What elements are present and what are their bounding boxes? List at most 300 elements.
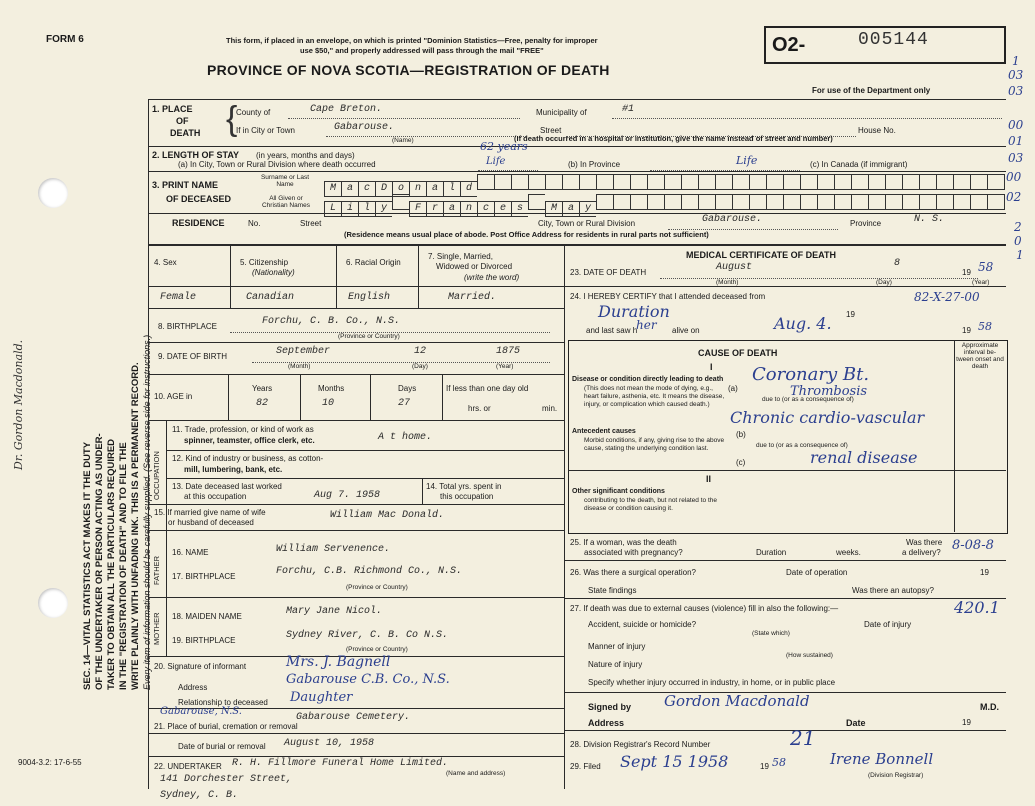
name-letter-box (545, 174, 562, 190)
burial-place-label: 21. Place of burial, cremation or removal (154, 722, 298, 731)
municipality-label: Municipality of (536, 108, 587, 117)
rule (148, 308, 564, 309)
name-letter-box (970, 174, 987, 190)
name-letter-box (919, 194, 936, 210)
alive-year[interactable]: 58 (978, 320, 992, 333)
city-town-value[interactable]: Gabarouse. (334, 122, 395, 133)
industry-label-2: mill, lumbering, bank, etc. (184, 465, 283, 474)
margin-code: 0 (1014, 234, 1022, 248)
specify-label: Specify whether injury occurred in industry, in home, or in public place (588, 678, 836, 687)
mail-notice-1: This form, if placed in an envelope, on which is printed "Dominion Statistics—Free, penalty for improper (226, 36, 598, 45)
name-hint: (Name) (392, 137, 414, 144)
name-letter-box (613, 174, 630, 190)
rule (148, 99, 1006, 100)
citizenship-label: 5. Citizenship (240, 258, 289, 267)
name-letter-box: d (460, 181, 477, 197)
record-number-label: 28. Division Registrar's Record Number (570, 740, 711, 749)
pregnancy-label: 25. If a woman, was the death (570, 538, 677, 547)
rule (148, 342, 564, 343)
name-letter-box (919, 174, 936, 190)
name-letter-box (851, 174, 868, 190)
death-year-prefix: 19 (962, 268, 971, 277)
death-day[interactable]: 8 (894, 258, 901, 269)
residence-label: RESIDENCE (172, 218, 225, 228)
name-letter-box (749, 194, 766, 210)
undertaker-street[interactable]: 141 Dorchester Street, (160, 774, 293, 785)
manner-label: Manner of injury (588, 642, 646, 651)
county-label: County of (236, 108, 271, 117)
name-letter-box (834, 174, 851, 190)
father-birthplace-label: 17. BIRTHPLACE (172, 572, 236, 581)
rule (300, 374, 301, 420)
undertaker-hint: (Name and address) (446, 770, 506, 777)
delivery-label: Was there (906, 538, 943, 547)
department-use-label: For use of the Department only (812, 86, 931, 95)
other-significant-note: contributing to the death, but not related to the disease or condition causing it. (584, 497, 717, 512)
death-day-hint: (Day) (876, 279, 892, 286)
name-letter-box (528, 194, 545, 210)
registration-prefix: O2- (772, 34, 806, 56)
cause-b-marker: (b) (736, 430, 746, 439)
last-worked-value[interactable]: Aug 7. 1958 (314, 490, 381, 501)
name-letter-box (681, 194, 698, 210)
rule (228, 374, 229, 420)
relationship-value[interactable]: Daughter (290, 690, 353, 705)
name-letter-box: y (375, 201, 392, 217)
cause-b-value[interactable]: Chronic cardio-vascular (730, 408, 925, 427)
residence-division-value[interactable]: Gabarouse. (702, 214, 763, 225)
dob-month[interactable]: September (276, 346, 331, 357)
nature-label: Nature of injury (588, 660, 643, 669)
name-letter-box (647, 174, 664, 190)
residence-division-label: City, Town or Rural Division (538, 219, 636, 228)
record-number-value[interactable]: 21 (790, 726, 816, 750)
racial-origin-label: 6. Racial Origin (346, 258, 401, 267)
dob-label: 9. DATE OF BIRTH (158, 352, 228, 361)
undertaker-label: 22. UNDERTAKER (154, 762, 222, 771)
municipality-value[interactable]: #1 (622, 104, 635, 115)
spouse-label-2: or husband of deceased (168, 518, 254, 527)
cause-c-marker: (c) (736, 458, 746, 467)
age-months[interactable]: 10 (322, 398, 335, 409)
rule (564, 244, 565, 789)
name-letter-box: L (324, 201, 341, 217)
marital-value[interactable]: Married. (448, 292, 497, 303)
burial-place-value[interactable]: Gabarouse Cemetery. (296, 712, 411, 723)
name-letter-box (800, 194, 817, 210)
rule (564, 598, 1006, 599)
interval-label: Approximate interval be- tween onset and death (956, 342, 1004, 370)
alive-year-prefix: 19 (962, 326, 971, 335)
county-value[interactable]: Cape Breton. (310, 104, 383, 115)
marital-label: 7. Single, Married, (428, 252, 493, 261)
name-letter-box (681, 174, 698, 190)
cause-a-value[interactable]: Coronary Bt. (752, 364, 870, 385)
name-letter-box: M (324, 181, 341, 197)
of-deceased-label: OF DECEASED (166, 194, 232, 204)
stay-canada-label: (c) In Canada (if immigrant) (810, 160, 908, 169)
duration-label: Duration (756, 548, 787, 557)
vital-statistics-note: Every item of information should be carefully supplied. (See reverse side for instructions.) (142, 334, 152, 690)
margin-code: 01 (1008, 134, 1024, 148)
rule (422, 478, 423, 504)
hrs-label: hrs. or (468, 404, 491, 413)
date-operation-label: Date of operation (786, 568, 848, 577)
burial-date-value[interactable]: August 10, 1958 (284, 738, 375, 749)
last-saw-value[interactable]: her (636, 318, 657, 332)
physician-signature[interactable]: Gordon Macdonald (664, 692, 810, 710)
name-letter-box (970, 194, 987, 210)
name-letter-box (953, 174, 970, 190)
rule (148, 504, 564, 505)
name-letter-box: s (511, 201, 528, 217)
name-letter-box (732, 194, 749, 210)
rule (568, 470, 1006, 471)
stay-province-line (650, 170, 800, 171)
name-letter-box (936, 174, 953, 190)
total-years-label-2: this occupation (440, 492, 494, 501)
dob-year[interactable]: 1875 (496, 346, 521, 357)
father-vertical-label: FATHER (152, 555, 161, 585)
stay-years[interactable]: 62 years (480, 140, 528, 153)
filed-label: 29. Filed (570, 762, 601, 771)
attended-from-value[interactable]: Duration (598, 302, 670, 321)
age-days[interactable]: 27 (398, 398, 411, 409)
name-letter-box (851, 194, 868, 210)
name-letter-box (817, 174, 834, 190)
name-letter-box (868, 174, 885, 190)
margin-code: 03 (1008, 84, 1024, 98)
name-letter-box (630, 194, 647, 210)
margin-code: 2 (1014, 220, 1022, 234)
name-letter-box: o (392, 181, 409, 197)
registration-number: 005144 (858, 30, 929, 50)
stay-city-label: (a) In City, Town or Rural Division where death occurred (178, 160, 376, 169)
due-to-b: due to (or as a consequence of) (756, 442, 848, 449)
name-letter-box: a (426, 181, 443, 197)
injury-code[interactable]: 420.1 (954, 598, 1000, 617)
place-of-death-label-3: DEATH (170, 128, 201, 138)
name-letter-box (630, 174, 647, 190)
mother-name-label: 18. MAIDEN NAME (172, 612, 242, 621)
father-birthplace-hint: (Province or Country) (346, 584, 408, 591)
rule (564, 560, 1006, 561)
name-letter-box (664, 174, 681, 190)
md-label: M.D. (980, 702, 999, 712)
undertaker-name[interactable]: R. H. Fillmore Funeral Home Limited. (232, 758, 449, 769)
margin-code: 03 (1008, 68, 1024, 82)
name-letter-box (494, 174, 511, 190)
date-injury-label: Date of injury (864, 620, 912, 629)
margin-code: 02 (1006, 190, 1022, 204)
name-letter-box: e (494, 201, 511, 217)
mother-vertical-label: MOTHER (152, 612, 161, 645)
name-letter-box (698, 194, 715, 210)
name-letter-box (987, 174, 1005, 190)
name-letter-box (834, 194, 851, 210)
dob-year-hint: (Year) (496, 363, 514, 370)
binder-hole-bottom (38, 588, 68, 618)
rule (230, 244, 231, 308)
margin-code: 00 (1006, 170, 1022, 184)
relationship-label: Relationship to deceased (178, 698, 268, 707)
father-birthplace-value[interactable]: Forchu, C.B. Richmond Co., N.S. (276, 566, 463, 577)
name-letter-box (817, 194, 834, 210)
name-letter-box: c (477, 201, 494, 217)
rule (148, 286, 564, 287)
division-registrar-hint: (Division Registrar) (868, 772, 924, 779)
name-letter-box: i (341, 201, 358, 217)
other-significant-label: Other significant conditions (572, 488, 665, 495)
residence-province-value[interactable]: N. S. (914, 214, 945, 225)
name-letter-box (749, 174, 766, 190)
age-years-label: Years (252, 384, 273, 393)
marital-label-2: Widowed or Divorced (436, 262, 513, 271)
vital-statistics-notice-3: TAKER TO OBTAIN ALL THE PARTICULARS REQUIRED (106, 438, 117, 690)
vital-statistics-notice-4: IN THE "REGISTRATION OF DEATH" AND TO FILE THE (118, 442, 129, 690)
age-years[interactable]: 82 (256, 398, 269, 409)
name-letter-box (766, 174, 783, 190)
dob-day-hint: (Day) (412, 363, 428, 370)
name-letter-box (579, 174, 596, 190)
delivery-label-2: a delivery? (902, 548, 941, 557)
stay-city-line (478, 170, 538, 171)
informant-address-label: Address (178, 683, 208, 692)
informant-address[interactable]: Gabarouse C.B. Co., N.S. (286, 672, 450, 687)
margin-code: 1 (1012, 54, 1020, 68)
name-letter-box: l (358, 201, 375, 217)
name-letter-box (800, 174, 817, 190)
form-number: FORM 6 (46, 34, 84, 45)
death-month-hint: (Month) (716, 279, 739, 286)
place-of-death-label: 1. PLACE (152, 104, 193, 114)
rule (442, 374, 443, 420)
rule (336, 244, 337, 308)
last-worked-label: 13. Date deceased last worked (172, 482, 282, 491)
name-letter-box: n (409, 181, 426, 197)
name-letter-box: c (358, 181, 375, 197)
residence-note: (Residence means usual place of abode. Post Office Address for residents in rural parts not sufficient) (344, 230, 709, 239)
rule (148, 374, 564, 375)
mother-birthplace-value[interactable]: Sydney River, C. B. Co N.S. (286, 630, 449, 641)
name-letter-box (936, 194, 953, 210)
place-of-death-label-2: OF (176, 116, 189, 126)
disease-note: (This does not mean the mode of dying, e.g., heart failure, asthenia, etc. It means the disease, injury, or complication which caused death.) (584, 385, 725, 408)
mother-name-value[interactable]: Mary Jane Nicol. (286, 606, 383, 617)
name-letter-box (596, 174, 613, 190)
pregnancy-label-2: associated with pregnancy? (584, 548, 683, 557)
rule (954, 340, 955, 532)
name-letter-box (664, 194, 681, 210)
trade-label-2: spinner, teamster, office clerk, etc. (184, 436, 315, 445)
surgical-label: 26. Was there a surgical operation? (570, 568, 696, 577)
date-of-death-label: 23. DATE OF DEATH (570, 268, 647, 277)
name-letter-box: a (443, 201, 460, 217)
nationality-label: (Nationality) (252, 268, 295, 277)
state-which-hint: (State which) (752, 630, 790, 637)
external-causes-label: 27. If death was due to external causes (violence) fill in also the following:— (570, 604, 839, 613)
residence-no-label: No. (248, 219, 261, 228)
rule (370, 374, 371, 420)
trade-value[interactable]: A t home. (378, 432, 433, 443)
residence-street-label: Street (300, 219, 322, 228)
attended-year-prefix: 19 (846, 310, 855, 319)
street-label: Street (540, 126, 562, 135)
medical-certificate-title: MEDICAL CERTIFICATE OF DEATH (686, 250, 836, 260)
name-letter-box (698, 174, 715, 190)
name-letter-box (885, 174, 902, 190)
rule (148, 99, 149, 789)
age-label: 10. AGE in (154, 392, 193, 401)
rule (418, 244, 419, 308)
given-names-label: All Given or Christian Names (261, 195, 311, 209)
spouse-value[interactable]: William Mac Donald. (330, 510, 445, 521)
accident-label: Accident, suicide or homicide? (588, 620, 697, 629)
dob-month-hint: (Month) (288, 363, 311, 370)
rule (148, 244, 1006, 246)
cause-of-death-title: CAUSE OF DEATH (698, 348, 778, 358)
informant-label: 20. Signature of informant (154, 662, 247, 671)
rule (564, 286, 1006, 287)
father-name-label: 16. NAME (172, 548, 209, 557)
birthplace-value[interactable]: Forchu, C. B. Co., N.S. (262, 316, 401, 327)
citizenship-value[interactable]: Canadian (246, 292, 295, 303)
informant-signature[interactable]: Mrs. J. Bagnell (286, 654, 391, 670)
dob-day[interactable]: 12 (414, 346, 427, 357)
print-name-label: 3. PRINT NAME (152, 180, 219, 190)
trade-label: 11. Trade, profession, or kind of work as (172, 425, 314, 434)
burial-date-label: Date of burial or removal (178, 742, 266, 751)
alive-on-label: alive on (672, 326, 700, 335)
address-label: Address (588, 718, 625, 728)
death-year[interactable]: 58 (978, 260, 994, 274)
weeks-label: weeks. (836, 548, 861, 557)
autopsy-label: Was there an autopsy? (852, 586, 934, 595)
brace: { (226, 100, 238, 138)
rule (166, 530, 167, 597)
rule (148, 530, 564, 531)
name-letter-box (885, 194, 902, 210)
registrar-signature[interactable]: Irene Bonnell (830, 750, 934, 768)
name-letter-box (562, 174, 579, 190)
father-name-value[interactable]: William Servenence. (276, 544, 391, 555)
cause-c-value[interactable]: renal disease (810, 448, 918, 467)
burial-place-handwritten[interactable]: Gabarouse, N.S. (160, 706, 242, 717)
date-label: Date (846, 718, 866, 728)
form-code: 9004-3.2: 17-6-55 (18, 758, 82, 767)
due-to-a: due to (or as a consequence of) (762, 396, 854, 403)
name-letter-box: a (562, 201, 579, 217)
name-letter-box: F (409, 201, 426, 217)
city-town-line (326, 136, 526, 137)
total-years-label: 14. Total yrs. spent in (426, 482, 502, 491)
cause-a-marker: (a) (728, 384, 738, 393)
cause-a-continued[interactable]: Thrombosis (790, 384, 868, 399)
municipality-line (612, 118, 1002, 119)
county-line (288, 118, 520, 119)
mail-notice-2: use $50," and properly addressed will pass through the mail "FREE" (300, 46, 544, 55)
binder-hole-top (38, 178, 68, 208)
vital-statistics-notice-6: WRITE PLAINLY WITH UNFADING INK. THIS IS A PERMANENT RECORD. (130, 362, 141, 690)
length-of-stay-hint: (in years, months and days) (256, 151, 355, 160)
stay-city-value[interactable]: Life (486, 156, 506, 167)
name-letter-box (783, 174, 800, 190)
signed-by-label: Signed by (588, 702, 632, 712)
marital-label-3: (write the word) (464, 273, 520, 282)
name-letter-box: M (545, 201, 562, 217)
certify-code[interactable]: 82-X-27-00 (914, 290, 980, 304)
section-i-label: I (710, 362, 713, 372)
mother-birthplace-hint: (Province or Country) (346, 646, 408, 653)
racial-origin-value[interactable]: English (348, 292, 391, 303)
section-ii-label: II (706, 474, 712, 484)
name-letter-box (647, 194, 664, 210)
antecedent-label: Antecedent causes (572, 428, 636, 435)
death-month[interactable]: August (716, 262, 753, 273)
given-name-boxes[interactable] (324, 194, 1005, 217)
birthplace-label: 8. BIRTHPLACE (158, 322, 217, 331)
city-town-label: If in City or Town (236, 126, 295, 135)
spouse-label: 15. If married give name of wife (154, 508, 266, 517)
disease-direct-label: Disease or condition directly leading to death (572, 376, 724, 383)
rule (166, 478, 564, 479)
filed-year-prefix: 19 (760, 762, 769, 771)
length-of-stay-label: 2. LENGTH OF STAY (152, 150, 240, 160)
margin-code: 1 (1016, 248, 1024, 262)
house-no-label: House No. (858, 126, 896, 135)
name-letter-box (715, 174, 732, 190)
rule (148, 597, 564, 598)
margin-code: 00 (1008, 118, 1024, 132)
less-than-day-label: If less than one day old (446, 384, 529, 393)
name-letter-box: r (426, 201, 443, 217)
rule (564, 730, 1006, 731)
name-letter-box: n (460, 201, 477, 217)
alive-on-value[interactable]: Aug. 4. (774, 314, 832, 333)
name-letter-box (732, 174, 749, 190)
stay-province-value[interactable]: Life (736, 154, 758, 167)
antecedent-note: Morbid conditions, if any, giving rise to the above cause, stating the underlying condition last. (584, 437, 725, 452)
name-letter-box: y (579, 201, 596, 217)
name-letter-box (953, 194, 970, 210)
name-letter-box (868, 194, 885, 210)
residence-province-label: Province (850, 219, 882, 228)
name-letter-box (392, 194, 409, 210)
filed-year[interactable]: 58 (772, 756, 786, 769)
sex-value[interactable]: Female (160, 292, 197, 303)
date-of-death-line (660, 278, 978, 279)
rule (148, 733, 564, 734)
last-saw-label: and last saw h (586, 326, 638, 335)
name-letter-box (902, 174, 919, 190)
findings-label: State findings (588, 586, 637, 595)
rule (166, 450, 564, 451)
mother-birthplace-label: 19. BIRTHPLACE (172, 636, 236, 645)
delivery-code[interactable]: 8-08-8 (952, 538, 994, 553)
rule (148, 756, 564, 757)
sex-label: 4. Sex (154, 258, 177, 267)
filed-date[interactable]: Sept 15 1958 (620, 752, 729, 771)
name-letter-box: l (443, 181, 460, 197)
vital-statistics-notice-2: OF THE UNDERTAKER OR PERSON ACTING AS UNDER- (94, 433, 105, 690)
min-label: min. (542, 404, 558, 413)
signed-year-prefix: 19 (962, 718, 971, 727)
name-letter-box (511, 174, 528, 190)
margin-doctor-name: Dr. Gordon Macdonald. (12, 339, 25, 470)
surname-label: Surname or Last Name (260, 174, 310, 188)
undertaker-city[interactable]: Sydney, C. B. (160, 790, 239, 801)
birthplace-hint: (Province or Country) (338, 333, 400, 340)
